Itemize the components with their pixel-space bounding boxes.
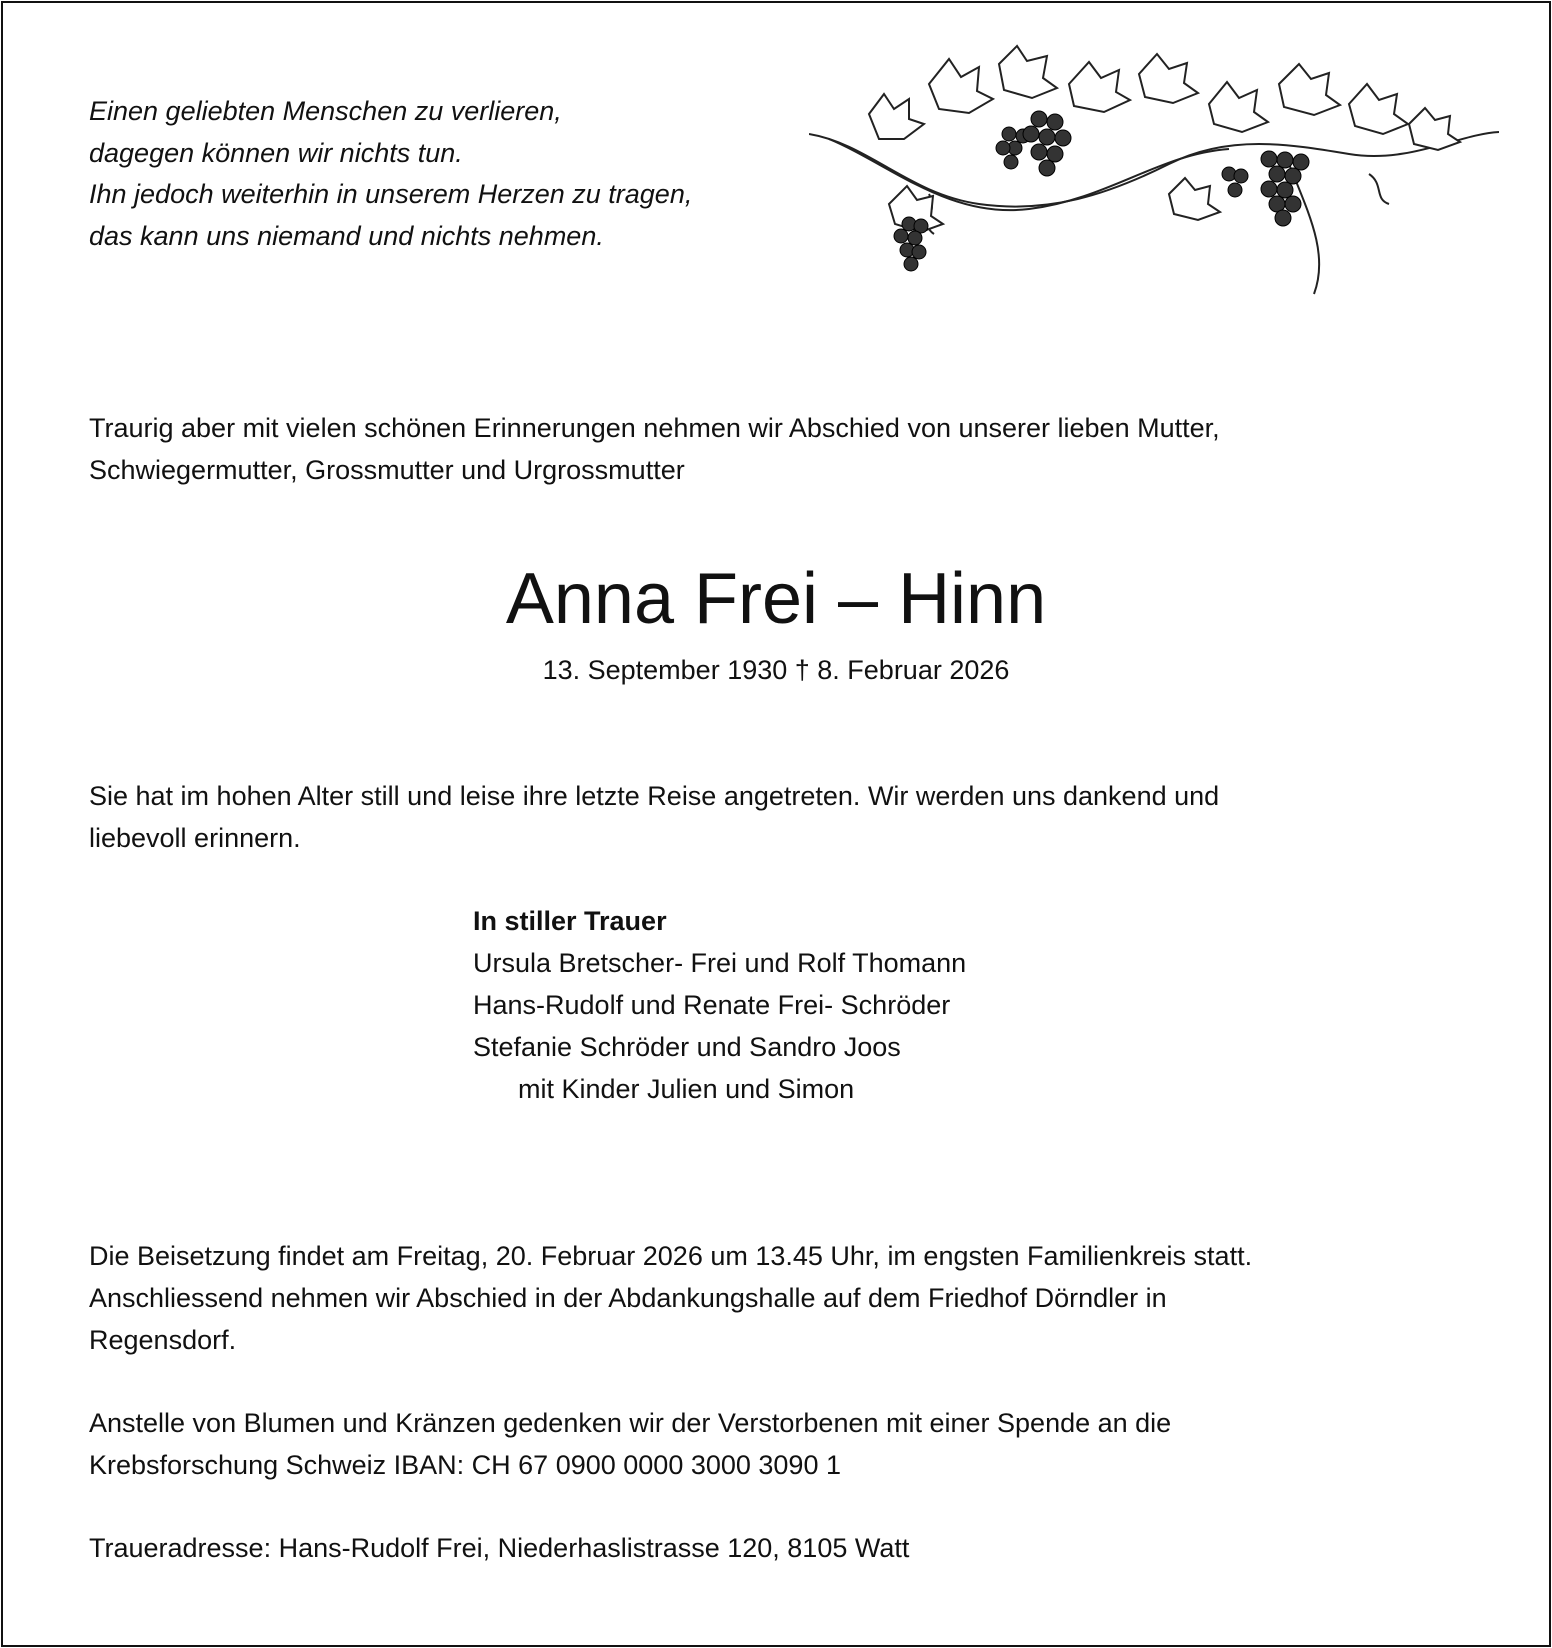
intro-line: Schwiegermutter, Grossmutter und Urgrossmutter	[89, 455, 685, 485]
donation-info	[89, 1402, 1171, 1486]
mourning-address: Traueradresse: Hans-Rudolf Frei, Niederhaslistrasse 120, 8105 Watt	[89, 1533, 910, 1563]
poem-line: Ihn jedoch weiterhin in unserem Herzen zu tragen,	[89, 179, 693, 209]
mourner: Hans-Rudolf und Renate Frei- Schröder	[473, 990, 951, 1020]
donation-line: Krebsforschung Schweiz IBAN: CH 67 0900 0000 3000 3090 1	[89, 1450, 841, 1480]
mourners-heading: In stiller Trauer	[473, 906, 667, 936]
grapevine-illustration	[809, 44, 1499, 316]
mourner: Stefanie Schröder und Sandro Joos	[473, 1032, 901, 1062]
mourner-children: mit Kinder Julien und Simon	[518, 1074, 855, 1104]
message-line: Sie hat im hohen Alter still und leise ihre letzte Reise angetreten. Wir werden uns dankend und	[89, 781, 1220, 811]
burial-line: Regensdorf.	[89, 1325, 237, 1355]
donation-line: Anstelle von Blumen und Kränzen gedenken wir der Verstorbenen mit einer Spende an die	[89, 1408, 1172, 1438]
intro-text	[89, 407, 1220, 491]
life-dates: 13. September 1930 † 8. Februar 2026	[542, 655, 1010, 685]
message-text	[89, 775, 1219, 859]
poem	[89, 90, 692, 256]
burial-info	[89, 1235, 1252, 1361]
mourner: Ursula Bretscher- Frei und Rolf Thomann	[473, 948, 967, 978]
intro-line: Traurig aber mit vielen schönen Erinnerungen nehmen wir Abschied von unserer lieben Mutter,	[89, 413, 1220, 443]
mourners-list	[473, 900, 966, 1110]
message-line: liebevoll erinnern.	[89, 823, 301, 853]
poem-line: das kann uns niemand und nichts nehmen.	[89, 220, 604, 251]
burial-line: Anschliessend nehmen wir Abschied in der Abdankungshalle auf dem Friedhof Dörndler in	[89, 1283, 1167, 1313]
deceased-name: Anna Frei – Hinn	[505, 559, 1047, 639]
poem-line: dagegen können wir nichts tun.	[89, 137, 463, 168]
poem-line: Einen geliebten Menschen zu verlieren,	[89, 96, 562, 126]
burial-line: Die Beisetzung findet am Freitag, 20. Februar 2026 um 13.45 Uhr, im engsten Familienkreis statt.	[89, 1241, 1253, 1271]
